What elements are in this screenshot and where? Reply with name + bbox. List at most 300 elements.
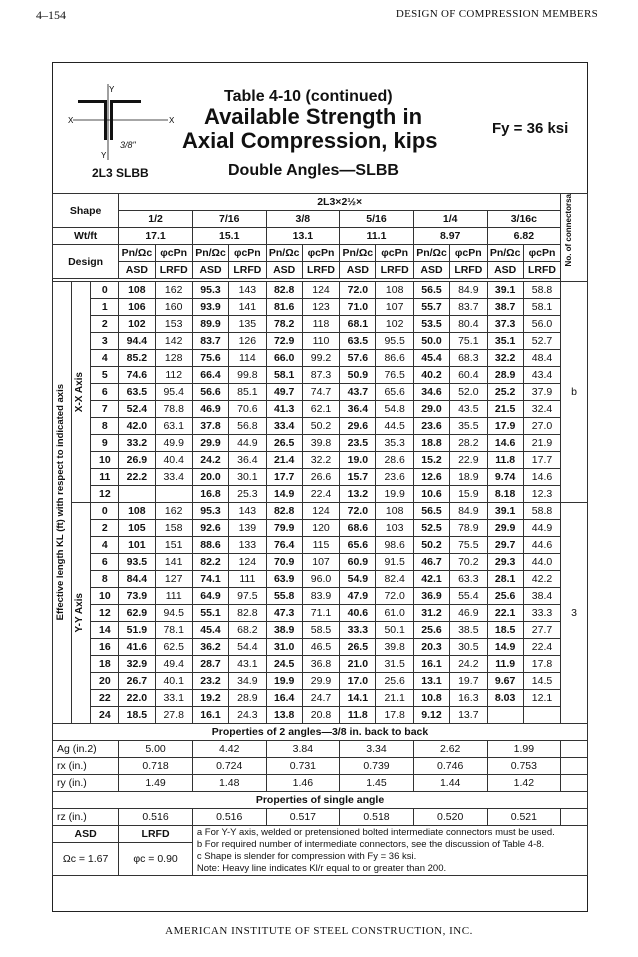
asd-value: 17.0 [340,673,376,690]
lrfd-value: 62.5 [155,639,192,656]
asd-value: 55.7 [413,299,449,316]
asd-value: 46.9 [192,401,228,418]
property-value: 0.516 [119,809,193,826]
asd-value: 29.9 [487,520,523,537]
kl-value: 10 [91,588,119,605]
asd-value [487,707,523,724]
lrfd-value: 44.0 [523,554,560,571]
lrfd-strength-header: φcPn [155,245,192,262]
lrfd-value: 40.1 [155,673,192,690]
asd-value: 15.7 [340,469,376,486]
asd-strength-header: Pn/Ωc [192,245,228,262]
asd-value: 56.6 [192,384,228,401]
table-row [53,401,588,418]
asd-value: 72.9 [266,333,302,350]
table-row [53,707,588,724]
asd-value: 25.6 [413,622,449,639]
footnote: a For Y-Y axis, welded or pretensioned bolted intermediate connectors must be used. [196,826,555,838]
weight-cell: 17.1 [119,228,193,245]
lrfd-value [155,486,192,503]
asd-value: 74.6 [119,367,155,384]
lrfd-value: 52.7 [523,333,560,350]
property-value: 0.739 [340,758,414,775]
asd-value: 17.7 [266,469,302,486]
asd-value: 10.6 [413,486,449,503]
lrfd-value: 74.7 [302,384,339,401]
asd-value: 16.1 [192,707,228,724]
lrfd-value: 120 [302,520,339,537]
asd-header: ASD [192,262,228,279]
asd-value: 54.9 [340,571,376,588]
asd-value: 9.67 [487,673,523,690]
lrfd-value: 141 [229,299,266,316]
lrfd-header: LRFD [229,262,266,279]
lrfd-value: 19.7 [450,673,487,690]
asd-value: 28.9 [487,367,523,384]
property-label: rx (in.) [53,758,119,775]
asd-value: 33.3 [340,622,376,639]
lrfd-value: 84.9 [450,503,487,520]
lrfd-value: 56.8 [229,418,266,435]
asd-header: ASD [266,262,302,279]
lrfd-value: 24.7 [302,690,339,707]
props2-row [53,775,588,792]
lrfd-value: 39.8 [376,639,413,656]
weight-cell: 11.1 [340,228,414,245]
lrfd-value: 68.2 [229,622,266,639]
lrfd-value: 22.4 [302,486,339,503]
asd-value: 10.8 [413,690,449,707]
asd-value: 50.9 [340,367,376,384]
asd-value: 40.2 [413,367,449,384]
lrfd-value: 158 [155,520,192,537]
property-value: 1.49 [119,775,193,792]
lrfd-value: 12.1 [523,690,560,707]
asd-value: 19.2 [192,690,228,707]
lrfd-strength-header: φcPn [376,245,413,262]
empty-cell [561,758,588,775]
lrfd-value: 103 [376,520,413,537]
lrfd-value: 29.9 [302,673,339,690]
lrfd-value: 44.5 [376,418,413,435]
kl-value: 16 [91,639,119,656]
asd-header: ASD [340,262,376,279]
property-value: 4.42 [192,741,266,758]
table-row [53,299,588,316]
asd-value: 72.0 [340,503,376,520]
lrfd-value: 95.5 [376,333,413,350]
asd-value: 33.4 [266,418,302,435]
lrfd-header: LRFD [523,262,560,279]
lrfd-value: 96.0 [302,571,339,588]
lrfd-value: 76.5 [376,367,413,384]
subtitle: Double Angles—SLBB [228,162,399,179]
connector-count: 3 [561,503,588,724]
title-line-2: Axial Compression, kips [182,128,438,153]
asd-value: 83.7 [192,333,228,350]
asd-value: 65.6 [340,537,376,554]
lrfd-value: 54.8 [376,401,413,418]
lrfd-header: LRFD [376,262,413,279]
lrfd-value: 78.8 [155,401,192,418]
lrfd-value [523,707,560,724]
asd-value: 21.0 [340,656,376,673]
weight-cell: 8.97 [413,228,487,245]
lrfd-value: 28.9 [229,690,266,707]
svg-text:Y: Y [109,85,115,94]
lrfd-value: 143 [229,282,266,299]
kl-value: 0 [91,503,119,520]
asd-value: 17.9 [487,418,523,435]
asd-value: 105 [119,520,155,537]
property-value: 1.99 [487,741,561,758]
asd-value: 18.5 [119,707,155,724]
footnote: b For required number of intermediate connectors, see the discussion of Table 4-8. [196,838,545,850]
asd-value: 8.18 [487,486,523,503]
notes-cell [192,826,587,876]
table-row [53,554,588,571]
lrfd-value: 80.4 [450,316,487,333]
asd-value: 70.9 [266,554,302,571]
lrfd-value: 83.7 [450,299,487,316]
asd-value: 13.2 [340,486,376,503]
kl-value: 11 [91,469,119,486]
kl-value: 10 [91,452,119,469]
asd-value: 71.0 [340,299,376,316]
lrfd-value: 108 [376,503,413,520]
lrfd-value: 48.4 [523,350,560,367]
asd-value: 34.6 [413,384,449,401]
lrfd-value: 99.2 [302,350,339,367]
lrfd-value: 40.4 [155,452,192,469]
asd-value: 95.3 [192,282,228,299]
asd-value: 21.4 [266,452,302,469]
lrfd-value: 27.7 [523,622,560,639]
lrfd-value: 86.6 [376,350,413,367]
lrfd-value: 21.9 [523,435,560,452]
lrfd-value: 13.7 [450,707,487,724]
lrfd-value: 141 [155,554,192,571]
svg-text:X: X [68,116,74,125]
lrfd-value: 97.5 [229,588,266,605]
gap-label: 3/8" [120,140,136,150]
asd-value: 20.0 [192,469,228,486]
asd-value: 14.6 [487,435,523,452]
lrfd-value: 78.1 [155,622,192,639]
asd-strength-header: Pn/Ωc [340,245,376,262]
lrfd-value: 12.3 [523,486,560,503]
asd-value: 26.5 [266,435,302,452]
kl-value: 1 [91,299,119,316]
asd-value: 51.9 [119,622,155,639]
asd-value: 9.74 [487,469,523,486]
asd-value: 29.7 [487,537,523,554]
kl-value: 14 [91,622,119,639]
lrfd-strength-header: φcPn [450,245,487,262]
lrfd-value: 75.5 [450,537,487,554]
asd-value: 32.2 [487,350,523,367]
shape-header: Shape [53,194,119,228]
asd-value: 42.1 [413,571,449,588]
lrfd-value: 115 [302,537,339,554]
lrfd-value: 63.1 [155,418,192,435]
asd-value: 66.4 [192,367,228,384]
asd-value: 21.5 [487,401,523,418]
property-value: 5.00 [119,741,193,758]
thickness-cell: 5/16 [340,211,414,228]
lrfd-value: 38.5 [450,622,487,639]
table-row [53,435,588,452]
left-angle-leg [104,100,107,140]
lrfd-value: 30.1 [229,469,266,486]
lrfd-strength-header: φcPn [523,245,560,262]
lrfd-value: 36.8 [302,656,339,673]
lrfd-value: 63.3 [450,571,487,588]
asd-value: 32.9 [119,656,155,673]
asd-value: 16.4 [266,690,302,707]
property-value: 0.731 [266,758,340,775]
lrfd-value: 24.3 [229,707,266,724]
table-row [53,605,588,622]
asd-value: 43.7 [340,384,376,401]
asd-value: 63.5 [340,333,376,350]
kl-value: 6 [91,384,119,401]
asd-value: 101 [119,537,155,554]
asd-value: 35.1 [487,333,523,350]
lrfd-value: 56.0 [523,316,560,333]
property-value: 0.516 [192,809,266,826]
asd-value: 47.3 [266,605,302,622]
title-line-1: Available Strength in [204,104,423,129]
lrfd-value: 20.8 [302,707,339,724]
kl-value: 8 [91,571,119,588]
asd-value: 45.4 [192,622,228,639]
kl-value: 4 [91,350,119,367]
props1-title-row [53,792,588,809]
asd-value: 73.9 [119,588,155,605]
running-head: DESIGN OF COMPRESSION MEMBERS [395,8,598,20]
asd-value: 63.5 [119,384,155,401]
property-value: 0.718 [119,758,193,775]
props2-title-row [53,724,588,741]
kl-value: 4 [91,537,119,554]
asd-value: 13.8 [266,707,302,724]
lrfd-header: LRFD [302,262,339,279]
lrfd-value: 14.6 [523,469,560,486]
property-value: 2.62 [413,741,487,758]
kl-value: 5 [91,367,119,384]
asd-value: 24.5 [266,656,302,673]
table-row [53,639,588,656]
asd-value: 66.0 [266,350,302,367]
property-value: 0.753 [487,758,561,775]
lrfd-value: 14.5 [523,673,560,690]
asd-strength-header: Pn/Ωc [119,245,155,262]
asd-value: 50.2 [413,537,449,554]
asd-value: 102 [119,316,155,333]
lrfd-value: 27.8 [155,707,192,724]
lrfd-value: 102 [376,316,413,333]
props2-row [53,758,588,775]
weight-cell: 6.82 [487,228,561,245]
lrfd-value: 70.2 [450,554,487,571]
lrfd-value: 28.6 [376,452,413,469]
lrfd-value: 78.9 [450,520,487,537]
property-value: 1.44 [413,775,487,792]
svg-text:Y: Y [101,151,107,160]
lrfd-value: 44.9 [523,520,560,537]
asd-value: 42.0 [119,418,155,435]
asd-strength-header: Pn/Ωc [266,245,302,262]
asd-value: 23.6 [413,418,449,435]
empty-cell [561,809,588,826]
property-value: 0.724 [192,758,266,775]
asd-value: 16.1 [413,656,449,673]
lrfd-value: 82.8 [229,605,266,622]
strength-table [52,193,588,876]
lrfd-value: 114 [229,350,266,367]
footnote: Note: Heavy line indicates Kl/r equal to or greater than 200. [196,862,447,874]
lrfd-value: 124 [229,554,266,571]
asd-value: 29.3 [487,554,523,571]
table-row [53,673,588,690]
asd-value: 49.7 [266,384,302,401]
property-value: 1.42 [487,775,561,792]
lrfd-value: 16.3 [450,690,487,707]
thickness-row [53,211,588,228]
lrfd-value: 71.1 [302,605,339,622]
asd-value: 89.9 [192,316,228,333]
lrfd-value: 21.1 [376,690,413,707]
asd-value: 15.2 [413,452,449,469]
lrfd-value: 46.5 [302,639,339,656]
asd-value: 12.6 [413,469,449,486]
lrfd-value: 91.5 [376,554,413,571]
table-row [53,588,588,605]
asd-value: 56.5 [413,282,449,299]
lrfd-value: 95.4 [155,384,192,401]
props1-title: Properties of single angle [53,792,588,809]
asd-value: 57.6 [340,350,376,367]
asd-value: 95.3 [192,503,228,520]
asd-value: 23.2 [192,673,228,690]
yield-stress: Fy = 36 ksi [492,120,569,137]
axis-label-cell [72,282,91,503]
asd-value: 29.6 [340,418,376,435]
asd-value: 36.4 [340,401,376,418]
asd-value: 26.5 [340,639,376,656]
asd-value: 76.4 [266,537,302,554]
lrfd-value: 84.9 [450,282,487,299]
lrfd-value: 43.1 [229,656,266,673]
asd-value: 29.9 [192,435,228,452]
asd-value: 25.2 [487,384,523,401]
asd-value: 16.8 [192,486,228,503]
weight-cell: 13.1 [266,228,340,245]
lrfd-value: 52.0 [450,384,487,401]
lrfd-value: 65.6 [376,384,413,401]
shape-name: 2L3×2½× [119,194,561,211]
method-row [53,262,588,279]
weight-cell: 15.1 [192,228,266,245]
lrfd-value: 127 [155,571,192,588]
lrfd-value: 49.9 [155,435,192,452]
table-row [53,418,588,435]
thickness-cell: 1/4 [413,211,487,228]
asd-value: 41.3 [266,401,302,418]
shape-label: 2L3 SLBB [92,166,149,180]
property-label: ry (in.) [53,775,119,792]
kl-value: 9 [91,435,119,452]
lrfd-value: 124 [302,503,339,520]
table-row [53,486,588,503]
kl-value: 8 [91,418,119,435]
asd-value: 81.6 [266,299,302,316]
phi-factor: φc = 0.90 [119,843,193,876]
asd-value: 94.4 [119,333,155,350]
asd-value: 24.2 [192,452,228,469]
asd-header: ASD [487,262,523,279]
asd-value: 93.9 [192,299,228,316]
lrfd-value: 15.9 [450,486,487,503]
lrfd-value: 55.4 [450,588,487,605]
asd-value: 41.6 [119,639,155,656]
weight-row [53,228,588,245]
lrfd-value: 34.9 [229,673,266,690]
lrfd-value: 37.9 [523,384,560,401]
lrfd-value: 43.5 [450,401,487,418]
kl-value: 24 [91,707,119,724]
asd-value: 18.8 [413,435,449,452]
kl-value: 12 [91,605,119,622]
asd-value: 19.9 [266,673,302,690]
asd-value: 25.6 [487,588,523,605]
asd-value: 11.8 [487,452,523,469]
lrfd-value: 68.3 [450,350,487,367]
lrfd-value: 126 [229,333,266,350]
kl-value: 18 [91,656,119,673]
props2-title: Properties of 2 angles—3/8 in. back to back [53,724,588,741]
kl-value: 0 [91,282,119,299]
lrfd-value: 36.4 [229,452,266,469]
lrfd-label: LRFD [119,826,193,843]
asd-value: 8.03 [487,690,523,707]
property-value: 0.521 [487,809,561,826]
kl-value: 20 [91,673,119,690]
lrfd-value: 58.1 [523,299,560,316]
property-value: 0.746 [413,758,487,775]
lrfd-value: 118 [302,316,339,333]
lrfd-value: 111 [229,571,266,588]
lrfd-value: 83.9 [302,588,339,605]
lrfd-header: LRFD [155,262,192,279]
lrfd-value: 128 [155,350,192,367]
axis-label-cell [72,503,91,724]
lrfd-value: 58.5 [302,622,339,639]
lrfd-value: 62.1 [302,401,339,418]
lrfd-value: 75.1 [450,333,487,350]
svg-text:X: X [169,116,175,125]
lrfd-value: 32.4 [523,401,560,418]
lrfd-value: 27.0 [523,418,560,435]
property-value: 1.48 [192,775,266,792]
double-angle-diagram [68,82,178,162]
asd-value: 22.2 [119,469,155,486]
lrfd-value: 135 [229,316,266,333]
empty-cell [561,741,588,758]
lrfd-value: 98.6 [376,537,413,554]
lrfd-value: 44.9 [229,435,266,452]
